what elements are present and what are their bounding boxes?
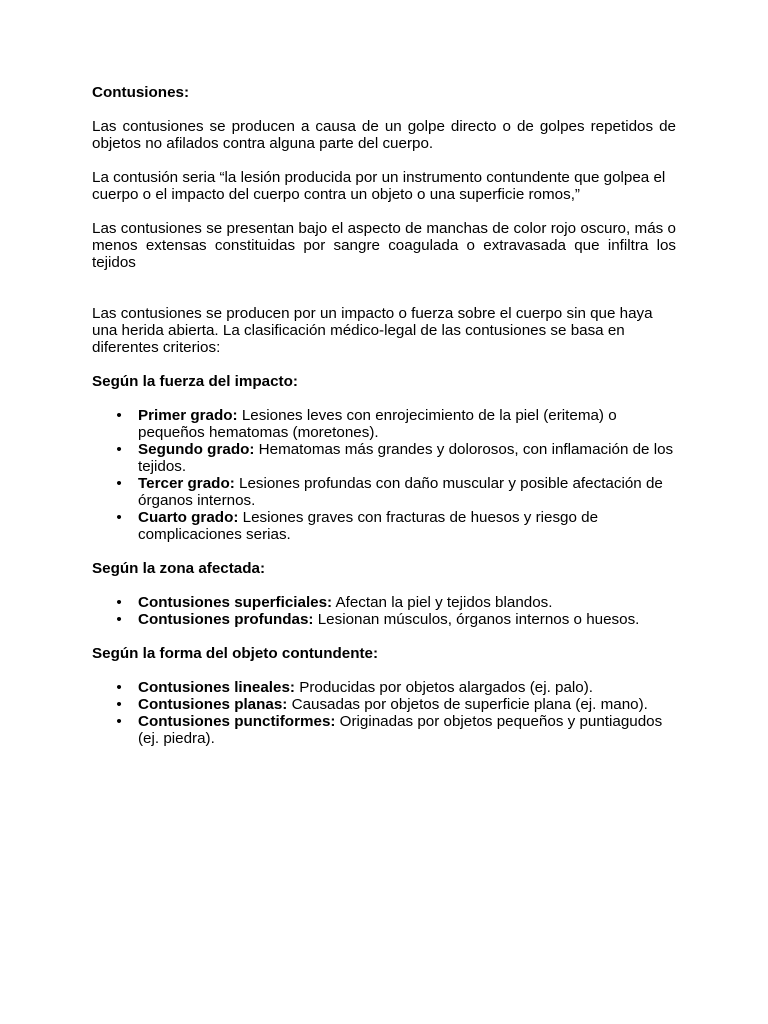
list-item-text: Lesiones leves con enrojecimiento de la piel (eritema) o pequeños hematomas (moretones).: [138, 407, 617, 441]
paragraph-3: Las contusiones se presentan bajo el aspecto de manchas de color rojo oscuro, más o menos extensas constituidas por sangre coagulada o extravasada que infiltra los tejidos: [92, 220, 676, 271]
list-item: [92, 594, 676, 611]
list-item: [92, 475, 676, 509]
bullet-icon: •: [116, 407, 122, 424]
list-item-text: Afectan la piel y tejidos blandos.: [332, 594, 553, 611]
list-item: [92, 611, 676, 628]
list-item: [92, 441, 676, 475]
list-object-shape: [92, 679, 676, 747]
list-item-text: Causadas por objetos de superficie plana (ej. mano).: [287, 696, 648, 713]
list-item-text: Lesiones profundas con daño muscular y posible afectación de órganos internos.: [138, 475, 663, 509]
section-heading-impact: Según la fuerza del impacto:: [92, 373, 298, 390]
list-impact-grades: [92, 407, 676, 543]
list-item-text: Originadas por objetos pequeños y puntiagudos (ej. piedra).: [138, 713, 663, 747]
list-item-term: Contusiones superficiales:: [138, 594, 333, 611]
list-item-text: Lesiones graves con fracturas de huesos y riesgo de complicaciones serias.: [138, 509, 599, 543]
paragraph-2: La contusión seria “la lesión producida por un instrumento contundente que golpea el cuerpo o el impacto del cuerpo contra un objeto o una superficie romos,”: [92, 169, 666, 203]
list-item-term: Contusiones profundas:: [138, 611, 314, 628]
list-item-term: Contusiones punctiformes:: [138, 713, 336, 730]
bullet-icon: •: [116, 696, 122, 713]
bullet-icon: •: [116, 594, 122, 611]
list-item: [92, 407, 676, 441]
bullet-icon: •: [116, 611, 122, 628]
bullet-icon: •: [116, 441, 122, 458]
list-item-term: Cuarto grado:: [138, 509, 239, 526]
document-title: Contusiones:: [92, 84, 190, 101]
document-page: [92, 84, 676, 747]
list-affected-zone: [92, 594, 676, 628]
list-item-text: Producidas por objetos alargados (ej. palo).: [294, 679, 594, 696]
section-heading-zone: Según la zona afectada:: [92, 560, 266, 577]
list-item-text: Lesionan músculos, órganos internos o huesos.: [313, 611, 640, 628]
bullet-icon: •: [116, 679, 122, 696]
list-item: [92, 679, 676, 696]
list-item-term: Tercer grado:: [138, 475, 235, 492]
bullet-icon: •: [116, 713, 122, 730]
list-item-term: Segundo grado:: [138, 441, 255, 458]
list-item-term: Primer grado:: [138, 407, 238, 424]
list-item: [92, 713, 676, 747]
section-heading-object-shape: Según la forma del objeto contundente:: [92, 645, 379, 662]
list-item: [92, 696, 676, 713]
bullet-icon: •: [116, 475, 122, 492]
paragraph-1: Las contusiones se producen a causa de un golpe directo o de golpes repetidos de objetos no afilados contra alguna parte del cuerpo.: [92, 118, 676, 152]
paragraph-4: Las contusiones se producen por un impacto o fuerza sobre el cuerpo sin que haya una herida abierta. La clasificación médico-legal de las contusiones se basa en diferentes criterios:: [92, 305, 653, 356]
list-item-term: Contusiones planas:: [138, 696, 288, 713]
bullet-icon: •: [116, 509, 122, 526]
list-item-term: Contusiones lineales:: [138, 679, 295, 696]
list-item: [92, 509, 676, 543]
list-item-text: Hematomas más grandes y dolorosos, con inflamación de los tejidos.: [138, 441, 674, 475]
